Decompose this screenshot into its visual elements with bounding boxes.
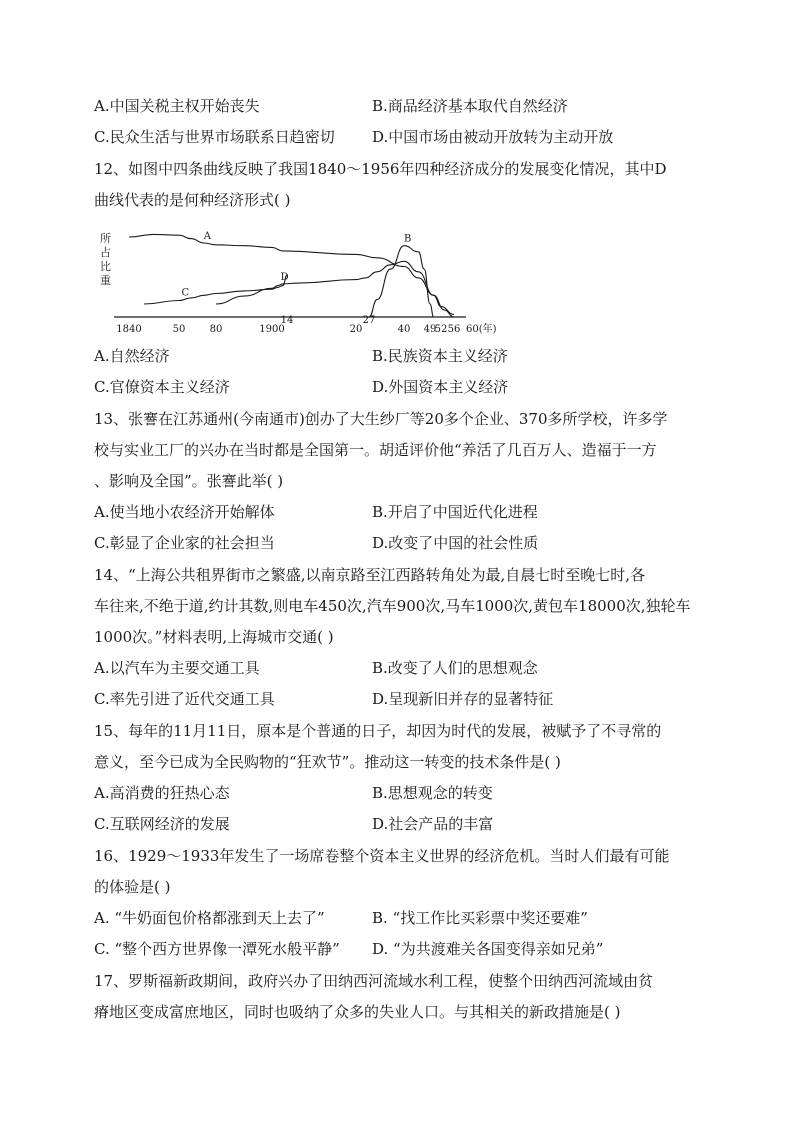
q16-option-a: A. “牛奶面包价格都涨到天上去了” [94, 909, 325, 927]
x-tick-label: 50 [172, 324, 186, 335]
q14-option-c: C.率先引进了近代交通工具 [94, 690, 275, 708]
q17-stem-line2: 瘠地区变成富庶地区，同时也吸纳了众多的失业人口。与其相关的新政措施是( ) [94, 1003, 621, 1021]
y-axis-label-char: 比 [100, 260, 111, 273]
q15-option-a: A.高消费的狂热心态 [94, 784, 230, 802]
q13-option-c: C.彰显了企业家的社会担当 [94, 534, 275, 552]
q12-stem-line1: 12、如图中四条曲线反映了我国1840～1956年四种经济成分的发展变化情况，其中D [94, 160, 667, 178]
y-axis-label-char: 占 [100, 246, 111, 259]
q15-option-d: D.社会产品的丰富 [372, 815, 494, 833]
series-label-b: B [404, 233, 412, 245]
q16-option-b: B. “找工作比买彩票中奖还要难” [372, 909, 588, 927]
q13-stem-line1: 13、张謇在江苏通州(今南通市)创办了大生纱厂等20多个企业、370多所学校，许多学 [94, 410, 668, 428]
q14-option-b: B.改变了人们的思想观念 [372, 659, 538, 677]
x-tick-label: 80 [209, 324, 223, 335]
q12-option-d: D.外国资本主义经济 [372, 378, 509, 396]
q12-option-c: C.官僚资本主义经济 [94, 378, 230, 396]
q13-option-a: A.使当地小农经济开始解体 [94, 503, 275, 521]
q14-option-a: A.以汽车为主要交通工具 [94, 659, 260, 677]
q16-option-d: D. “为共渡难关各国变得亲如兄弟” [372, 940, 604, 958]
x-tick-label: 49 [423, 324, 437, 335]
series-label-c: C [181, 287, 190, 299]
x-tick-label: 52 [434, 324, 448, 335]
q14-stem-line2: 车往来,不绝于道,约计其数,则电车450次,汽车900次,马车1000次,黄包车18000次,独轮车 [94, 597, 691, 615]
q14-stem-line1: 14、“上海公共租界街市之繁盛,以南京路至江西路转角处为最,自晨七时至晚七时,各 [94, 566, 646, 584]
series-layer [129, 231, 454, 317]
x-tick-label: 14 [280, 315, 294, 326]
q16-stem-line2: 的体验是( ) [94, 878, 171, 896]
q15-option-c: C.互联网经济的发展 [94, 815, 230, 833]
y-axis-label-char: 重 [100, 274, 111, 287]
q13-option-d: D.改变了中国的社会性质 [372, 534, 539, 552]
x-tick-label: 40 [397, 324, 411, 335]
q15-option-b: B.思想观念的转变 [372, 784, 493, 802]
series-label-d: D [280, 271, 289, 283]
q11-option-c: C.民众生活与世界市场联系日趋密切 [94, 128, 335, 146]
y-axis-label [100, 232, 111, 287]
q15-stem-line2: 意义，至今已成为全民购物的“狂欢节”。推动这一转变的技术条件是( ) [94, 753, 561, 771]
q11-option-b: B.商品经济基本取代自然经济 [372, 97, 568, 115]
q12-stem-line2: 曲线代表的是何种经济形式( ) [94, 191, 291, 209]
q13-stem-line3: 、影响及全国”。张謇此举( ) [94, 472, 284, 490]
x-tick-label: 27 [362, 315, 376, 326]
x-tick-label: 1900 [259, 324, 285, 335]
series-label-a: A [203, 231, 211, 242]
q14-stem-line3: 1000次。”材料表明,上海城市交通( ) [94, 628, 334, 646]
q13-stem-line2: 校与实业工厂的兴办在当时都是全国第一。胡适评价他“养活了几百万人、造福于一方 [94, 441, 657, 459]
q16-option-c: C. “整个西方世界像一潭死水般平静” [94, 940, 340, 958]
series-line-a [129, 234, 454, 314]
q13-option-b: B.开启了中国近代化进程 [372, 503, 538, 521]
q12-option-b: B.民族资本主义经济 [372, 347, 508, 365]
x-tick-label: 20 [349, 324, 363, 335]
q11-option-d: D.中国市场由被动开放转为主动开放 [372, 128, 614, 146]
x-tick-label: 56 [447, 324, 461, 335]
tick-layer [116, 315, 496, 335]
q12-option-a: A.自然经济 [94, 347, 170, 365]
q11-option-a: A.中国关税主权开始丧失 [94, 97, 260, 115]
q14-option-d: D.呈现新旧并存的显著特征 [372, 690, 554, 708]
x-tick-label: 60(年) [466, 324, 497, 335]
q17-stem-line1: 17、罗斯福新政期间，政府兴办了田纳西河流域水利工程，使整个田纳西河流域由贫 [94, 972, 654, 990]
q16-stem-line1: 16、1929～1933年发生了一场席卷整个资本主义世界的经济危机。当时人们最有可能 [94, 847, 670, 865]
q15-stem-line1: 15、每年的11月11日，原本是个普通的日子，却因为时代的发展，被赋予了不寻常的 [94, 722, 662, 740]
x-tick-label: 1840 [116, 324, 142, 335]
y-axis-label-char: 所 [100, 232, 111, 245]
series-line-d [216, 261, 454, 317]
q12-economy-chart [94, 222, 504, 340]
